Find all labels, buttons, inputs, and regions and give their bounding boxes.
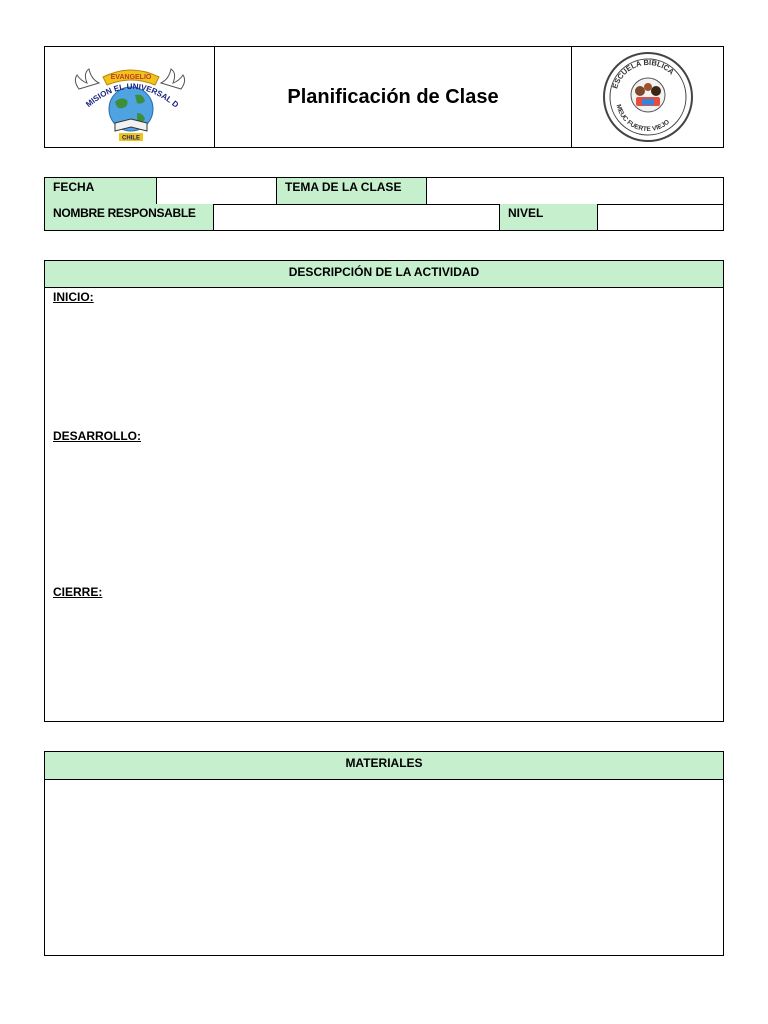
header-table (44, 46, 724, 148)
nivel-field[interactable] (598, 204, 723, 230)
responsable-label: NOMBRE RESPONSABLE (45, 204, 214, 230)
page-title: Planificación de Clase (215, 47, 572, 147)
fecha-field[interactable] (157, 178, 277, 204)
escuela-biblica-logo-graphic (572, 47, 723, 147)
mision-logo-graphic (45, 47, 213, 147)
mision-logo (45, 47, 215, 147)
activity-description-title: DESCRIPCIÓN DE LA ACTIVIDAD (45, 261, 723, 288)
tema-field[interactable] (427, 178, 723, 204)
class-info-table (44, 177, 724, 231)
escuela-logo-text-bottom: MEUC FUERTE VIEJO (614, 103, 672, 134)
mision-logo-text-top: EVANGELIO (110, 74, 152, 81)
materials-section (44, 751, 724, 956)
cierre-label: CIERRE: (53, 585, 103, 599)
mision-logo-text-bottom: CHILE (122, 135, 140, 142)
responsable-field[interactable] (214, 204, 500, 230)
info-row-2 (45, 204, 723, 230)
inicio-label: INICIO: (53, 290, 94, 304)
mision-logo-text-arc: MISION EL UNIVERSAL D (84, 81, 181, 110)
activity-description-section (44, 260, 724, 722)
tema-label: TEMA DE LA CLASE (277, 178, 427, 204)
info-row-1 (45, 178, 723, 205)
nivel-label: NIVEL (500, 204, 598, 230)
desarrollo-label: DESARROLLO: (53, 429, 141, 443)
materials-title: MATERIALES (45, 752, 723, 780)
fecha-label: FECHA (45, 178, 157, 204)
escuela-logo-text-top: ESCUELA BÍBLICA (610, 57, 676, 90)
escuela-biblica-logo (572, 47, 723, 147)
